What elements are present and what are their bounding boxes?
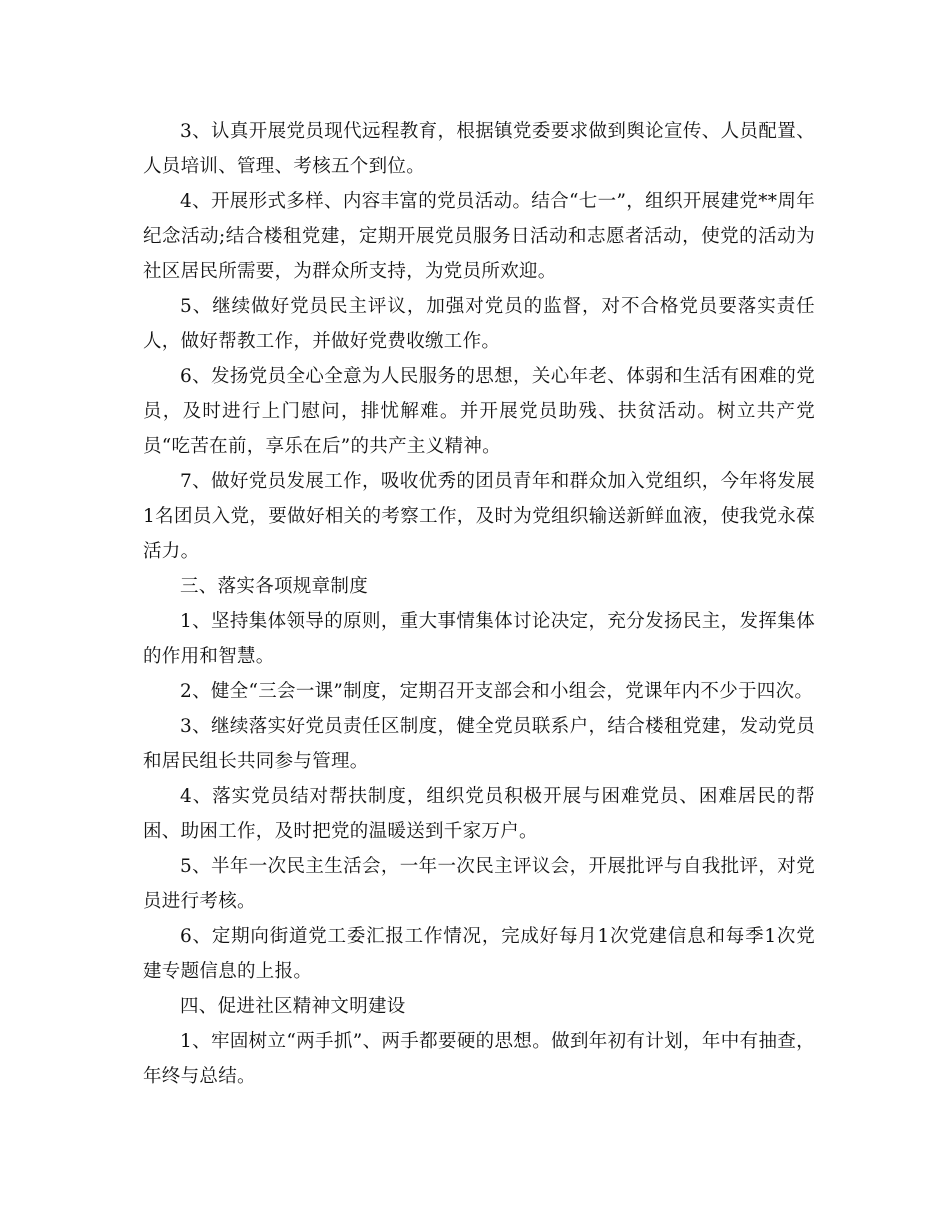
paragraph: 4、落实党员结对帮扶制度，组织党员积极开展与困难党员、困难居民的帮困、助困工作，及时把党的温暖送到千家万户。 bbox=[143, 786, 815, 842]
paragraph: 7、做好党员发展工作，吸收优秀的团员青年和群众加入党组织，今年将发展1名团员入党，要做好相关的考察工作，及时为党组织输送新鲜血液，使我党永葆活力。 bbox=[143, 471, 815, 562]
paragraph: 1、坚持集体领导的原则，重大事情集体讨论决定，充分发扬民主，发挥集体的作用和智慧。 bbox=[143, 611, 815, 667]
paragraph: 5、继续做好党员民主评议，加强对党员的监督，对不合格党员要落实责任人，做好帮教工作，并做好党费收缴工作。 bbox=[143, 296, 815, 352]
section-heading: 三、落实各项规章制度 bbox=[180, 576, 369, 597]
paragraph: 6、定期向街道党工委汇报工作情况，完成好每月1次党建信息和每季1次党建专题信息的上报。 bbox=[143, 926, 815, 982]
paragraph: 3、认真开展党员现代远程教育，根据镇党委要求做到舆论宣传、人员配置、人员培训、管理、考核五个到位。 bbox=[143, 121, 815, 177]
paragraph: 4、开展形式多样、内容丰富的党员活动。结合“七一”，组织开展建党**周年纪念活动;结合楼租党建，定期开展党员服务日活动和志愿者活动，使党的活动为社区居民所需要，为群众所支持，为党员所欢迎。 bbox=[143, 191, 815, 282]
paragraph: 1、牢固树立“两手抓”、两手都要硬的思想。做到年初有计划，年中有抽查，年终与总结。 bbox=[143, 1031, 815, 1087]
document-body bbox=[143, 114, 815, 1094]
paragraph: 2、健全“三会一课”制度，定期召开支部会和小组会，党课年内不少于四次。 bbox=[180, 681, 814, 702]
paragraph: 5、半年一次民主生活会，一年一次民主评议会，开展批评与自我批评，对党员进行考核。 bbox=[143, 856, 815, 912]
section-heading: 四、促进社区精神文明建设 bbox=[180, 996, 406, 1017]
paragraph: 6、发扬党员全心全意为人民服务的思想，关心年老、体弱和生活有困难的党员，及时进行上门慰问，排忧解难。并开展党员助残、扶贫活动。树立共产党员“吃苦在前，享乐在后”的共产主义精神。 bbox=[143, 366, 815, 457]
paragraph: 3、继续落实好党员责任区制度，健全党员联系户，结合楼租党建，发动党员和居民组长共同参与管理。 bbox=[143, 716, 815, 772]
